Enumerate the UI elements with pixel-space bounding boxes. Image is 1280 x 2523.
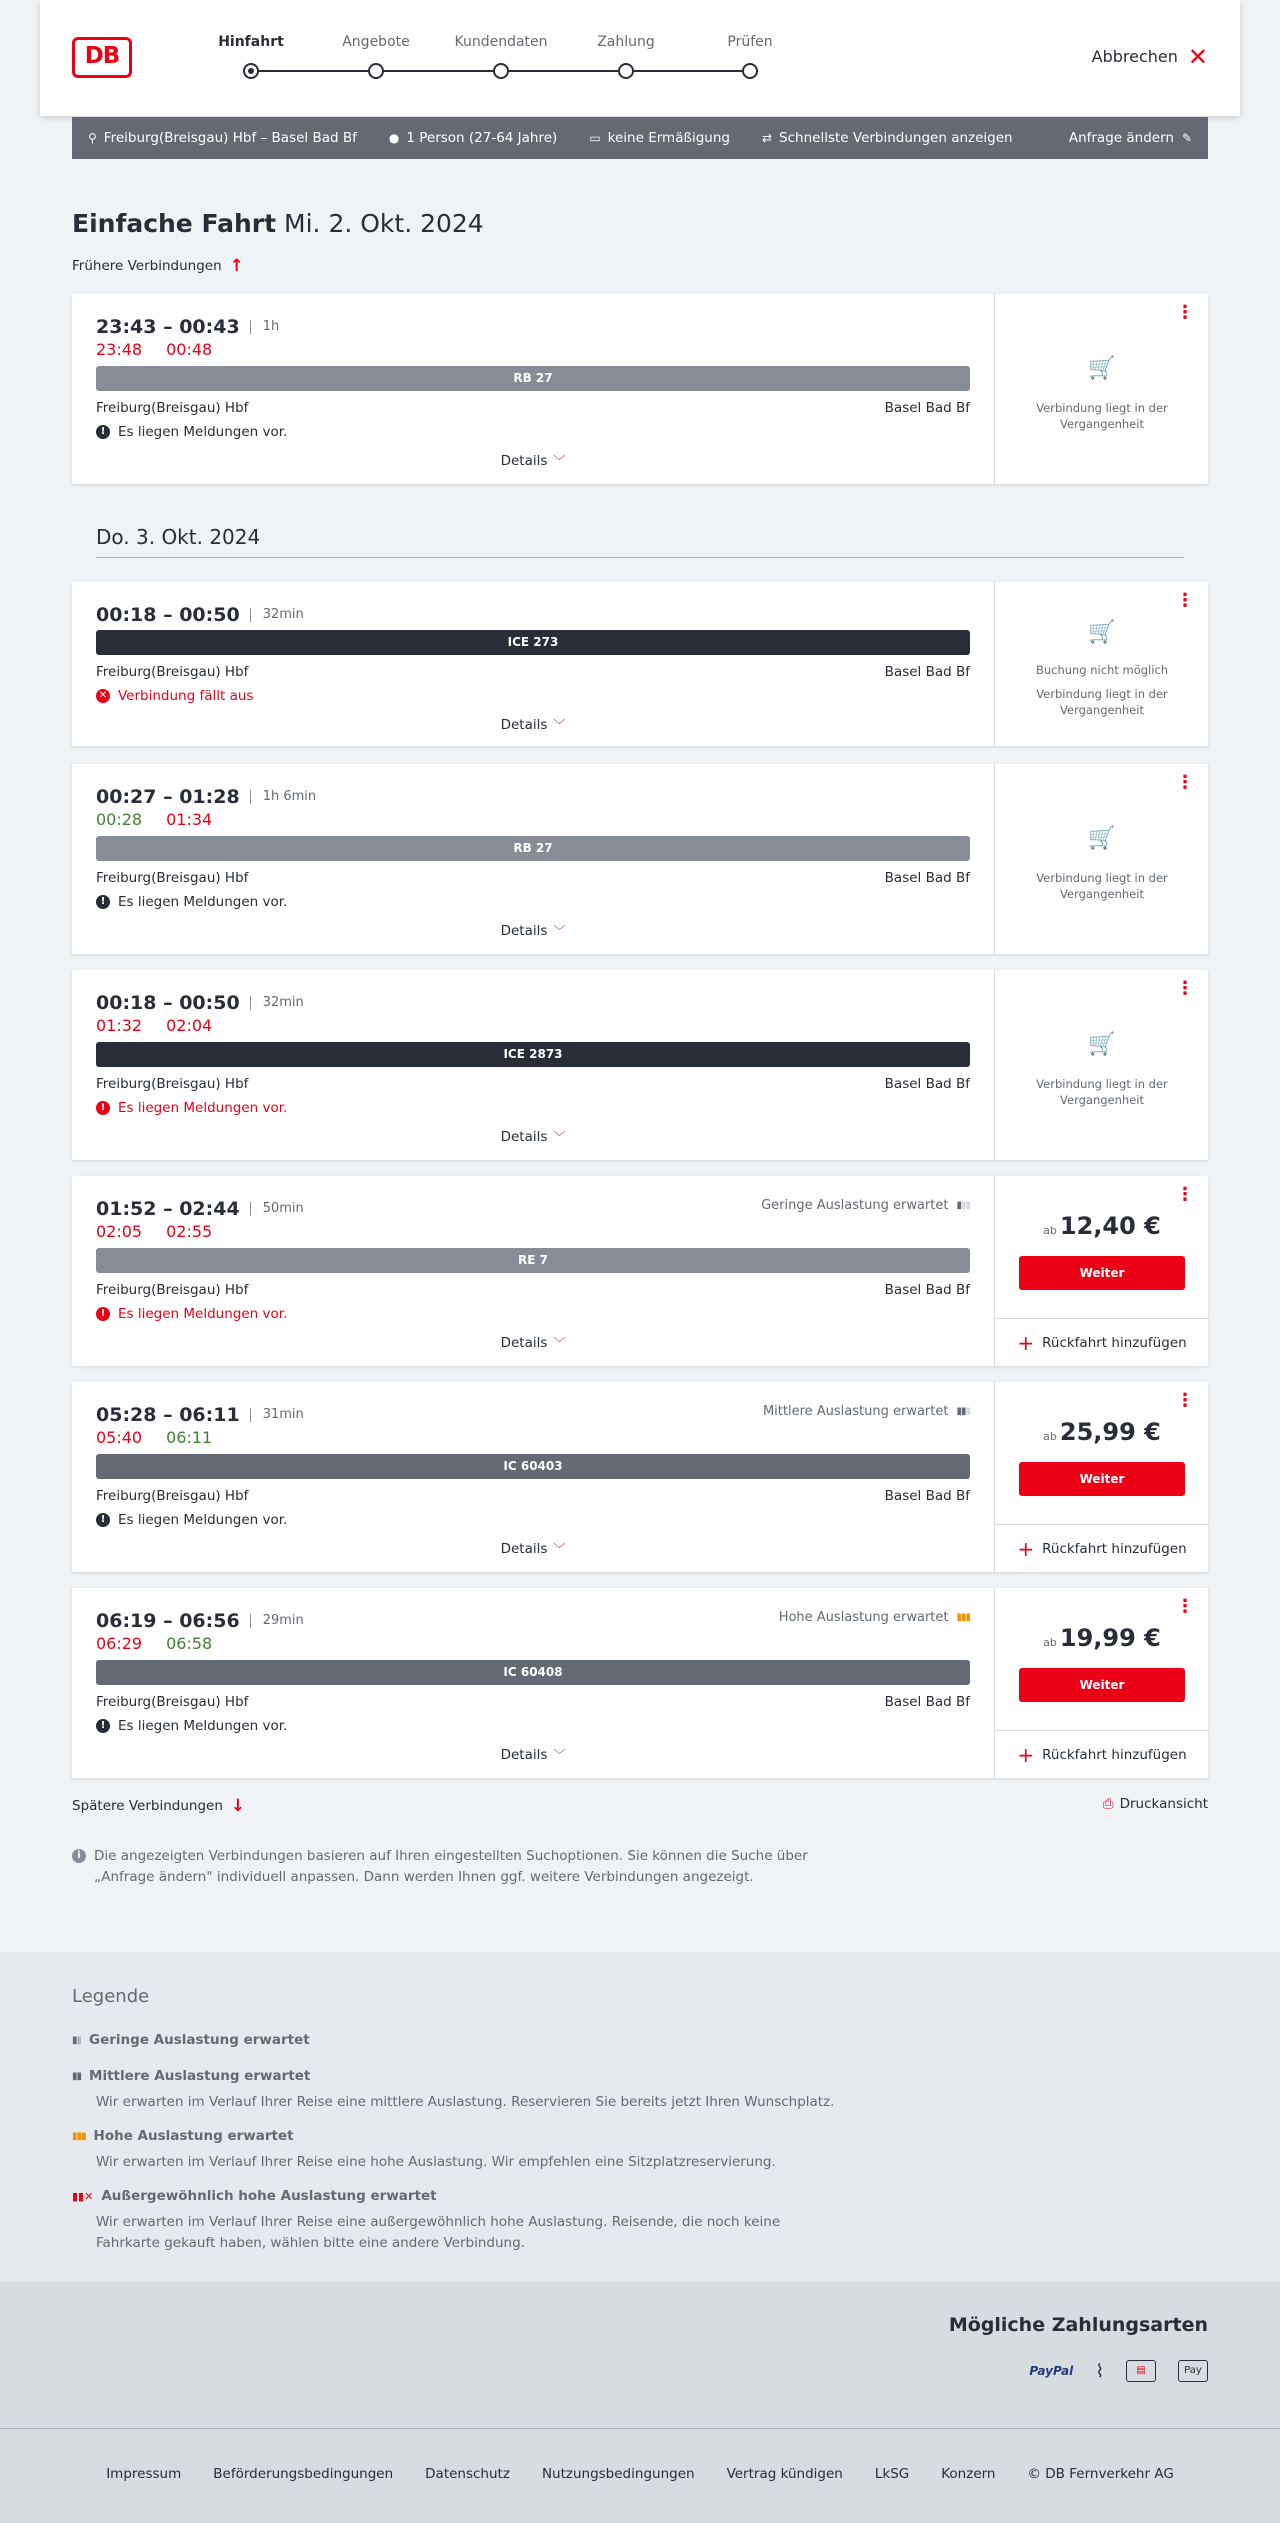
- destination-station: Basel Bad Bf: [884, 664, 970, 680]
- connection-booking: [994, 764, 1208, 954]
- legend-item: [72, 2032, 872, 2048]
- legend-item: [72, 2128, 872, 2173]
- notice-text: Es liegen Meldungen vor.: [118, 894, 288, 910]
- person-icon: ●: [388, 131, 400, 145]
- stations: [96, 664, 970, 680]
- stations: [96, 1076, 970, 1092]
- stations: [96, 1282, 970, 1298]
- add-return-label: Rückfahrt hinzufügen: [1042, 1746, 1187, 1763]
- notice: [96, 1718, 287, 1734]
- bahncard-icon: ▭: [589, 131, 601, 145]
- realtime-departure: 06:29: [96, 1634, 143, 1653]
- arrow-up-icon: ↑: [229, 256, 244, 276]
- location-pin-icon: ⚲: [88, 131, 97, 145]
- price-prefix: ab: [1043, 1224, 1057, 1237]
- cancel-circle-icon: ✕: [96, 689, 110, 703]
- header: [40, 0, 1240, 116]
- occupancy-text: Hohe Auslastung erwartet: [778, 1610, 949, 1625]
- add-return-label: Rückfahrt hinzufügen: [1042, 1334, 1187, 1351]
- price: [995, 1212, 1209, 1240]
- train-bar: IC 60403: [96, 1454, 970, 1479]
- connection-info[interactable]: [72, 1176, 994, 1366]
- realtime-times: [96, 1428, 212, 1447]
- past-note: Verbindung liegt in der Vergangenheit: [1036, 1077, 1168, 1107]
- price-prefix: ab: [1043, 1636, 1057, 1649]
- legend-title: Legende: [72, 1986, 150, 2007]
- print-view-link[interactable]: [1103, 1796, 1208, 1812]
- connection-booking: [994, 970, 1208, 1160]
- info-icon: i: [72, 1849, 86, 1863]
- notice-text: Es liegen Meldungen vor.: [118, 1512, 288, 1528]
- footer-link-datenschutz[interactable]: Datenschutz: [425, 2466, 510, 2482]
- exclamation-icon: !: [96, 1719, 110, 1733]
- notice-text: Es liegen Meldungen vor.: [118, 1306, 288, 1322]
- occupancy-indicator: [761, 1198, 970, 1213]
- connection-info[interactable]: [72, 582, 994, 746]
- footer-link-befoerderungsbedingungen[interactable]: Beförderungsbedingungen: [213, 2466, 394, 2482]
- legend-item-description: Wir erwarten im Verlauf Ihrer Reise eine hohe Auslastung. Wir empfehlen eine Sitzplatzreservierung.: [96, 2154, 776, 2170]
- chevron-down-icon: ﹀: [553, 1336, 566, 1350]
- legend-item-description: Wir erwarten im Verlauf Ihrer Reise eine mittlere Auslastung. Reservieren Sie bereits jetzt Ihren Wunschplatz.: [96, 2094, 835, 2110]
- occupancy-indicator: [763, 1404, 970, 1419]
- step-zahlung: Zahlung: [597, 34, 655, 50]
- price-prefix: ab: [1043, 1430, 1057, 1443]
- plus-icon: +: [1017, 1536, 1035, 1561]
- info-note: [72, 1846, 842, 1888]
- footer-link-konzern[interactable]: Konzern: [941, 2466, 996, 2482]
- payment-title: Mögliche Zahlungsarten: [948, 2314, 1208, 2336]
- realtime-arrival: 02:04: [166, 1016, 213, 1035]
- destination-station: Basel Bad Bf: [884, 1282, 970, 1298]
- connection-card: [72, 1382, 1208, 1572]
- details-label: Details: [500, 1129, 548, 1145]
- destination-station: Basel Bad Bf: [884, 400, 970, 416]
- occupancy-low-icon: ▮▮: [72, 2034, 82, 2046]
- apple-pay-icon: [1178, 2360, 1208, 2382]
- chevron-down-icon: ﹀: [553, 718, 566, 732]
- duration: 29min: [250, 1614, 304, 1628]
- origin-station: Freiburg(Breisgau) Hbf: [96, 1488, 249, 1504]
- past-note: Verbindung liegt in der Vergangenheit: [1036, 401, 1168, 431]
- duration: 31min: [250, 1408, 304, 1422]
- destination-station: Basel Bad Bf: [884, 1076, 970, 1092]
- footer: [0, 2428, 1280, 2523]
- cancel-label: Abbrechen: [1091, 47, 1178, 66]
- planned-times: [96, 786, 316, 808]
- notice: [96, 894, 287, 910]
- time-range: 05:28 – 06:11: [96, 1404, 240, 1426]
- connection-info[interactable]: [72, 1588, 994, 1778]
- duration: 1h 6min: [250, 790, 316, 804]
- stations: [96, 1488, 970, 1504]
- persons-summary: [389, 130, 557, 146]
- planned-times: [96, 604, 304, 626]
- connection-card: [72, 582, 1208, 746]
- db-logo[interactable]: DB: [72, 37, 132, 78]
- realtime-arrival: 06:58: [166, 1634, 213, 1653]
- footer-link-vertrag-kuendigen[interactable]: Vertrag kündigen: [726, 2466, 843, 2482]
- notice-text: Es liegen Meldungen vor.: [118, 1718, 288, 1734]
- connection-card: [72, 1176, 1208, 1366]
- details-label: Details: [500, 1747, 548, 1763]
- occupancy-indicator: [779, 1610, 970, 1625]
- details-toggle[interactable]: [72, 1746, 994, 1763]
- add-return-button[interactable]: [995, 1730, 1209, 1778]
- duration: 50min: [250, 1202, 304, 1216]
- past-note: Verbindung liegt in der Vergangenheit: [1036, 687, 1168, 717]
- realtime-arrival: 02:55: [166, 1222, 213, 1241]
- connection-booking: [994, 294, 1208, 484]
- connection-info[interactable]: [72, 970, 994, 1160]
- footer-links: [0, 2466, 1280, 2482]
- time-range: 00:18 – 00:50: [96, 604, 240, 626]
- connection-booking: [994, 1382, 1208, 1572]
- paypal-icon: PayPal: [1029, 2364, 1074, 2378]
- search-summary-bar: [72, 117, 1208, 159]
- realtime-departure: 23:48: [96, 340, 143, 359]
- notice-text: Es liegen Meldungen vor.: [118, 424, 288, 440]
- realtime-departure: 00:28: [96, 810, 143, 829]
- cart-disabled-icon: 🛒: [1088, 620, 1116, 645]
- details-label: Details: [500, 923, 548, 939]
- printer-icon: ⎙: [1102, 1796, 1114, 1812]
- exclamation-icon: !: [96, 1513, 110, 1527]
- chevron-down-icon: ﹀: [553, 1748, 566, 1762]
- destination-station: Basel Bad Bf: [884, 870, 970, 886]
- apple-pay-label: Pay: [1184, 2365, 1202, 2376]
- planned-times: [96, 992, 304, 1014]
- time-range: 06:19 – 06:56: [96, 1610, 240, 1632]
- occupancy-medium-icon: ▮▮: [72, 2070, 82, 2082]
- planned-times: [96, 1198, 304, 1220]
- details-toggle[interactable]: [72, 1334, 994, 1351]
- time-range: 01:52 – 02:44: [96, 1198, 240, 1220]
- more-options-icon[interactable]: ⋮: [1176, 1596, 1194, 1617]
- add-return-label: Rückfahrt hinzufügen: [1042, 1540, 1187, 1557]
- discount-text: keine Ermäßigung: [607, 130, 730, 146]
- details-toggle[interactable]: [72, 1128, 994, 1145]
- connection-booking: [994, 1176, 1208, 1366]
- chevron-down-icon: ﹀: [553, 1130, 566, 1144]
- planned-times: [96, 316, 279, 338]
- cart-disabled-icon: 🛒: [1088, 356, 1116, 381]
- train-bar: RB 27: [96, 366, 970, 391]
- notice: [96, 1512, 287, 1528]
- cancellation-notice: [96, 688, 253, 704]
- stations: [96, 870, 970, 886]
- exclamation-icon: !: [96, 1307, 110, 1321]
- price-value: 12,40 €: [1059, 1212, 1161, 1240]
- price: [995, 1418, 1209, 1446]
- details-label: Details: [500, 1335, 548, 1351]
- more-options-icon[interactable]: ⋮: [1176, 772, 1194, 793]
- contactless-card-icon: ⌇: [1095, 2360, 1104, 2382]
- stations: [96, 400, 970, 416]
- realtime-times: [96, 810, 212, 829]
- occupancy-medium-icon: ▮▮▮: [956, 1406, 970, 1417]
- realtime-times: [96, 340, 212, 359]
- fastest-summary: [762, 130, 1013, 146]
- origin-station: Freiburg(Breisgau) Hbf: [96, 1694, 249, 1710]
- chevron-down-icon: ﹀: [553, 454, 566, 468]
- payment-icons: [1029, 2360, 1208, 2382]
- edit-request-label: Anfrage ändern: [1068, 130, 1174, 146]
- realtime-departure: 05:40: [96, 1428, 143, 1447]
- details-toggle[interactable]: [72, 716, 994, 733]
- planned-times: [96, 1404, 304, 1426]
- realtime-departure: 01:32: [96, 1016, 143, 1035]
- footer-link-lksg[interactable]: LkSG: [874, 2466, 910, 2482]
- legend-item: [72, 2188, 872, 2254]
- notice-text: Es liegen Meldungen vor.: [118, 1100, 288, 1116]
- price: [995, 1624, 1209, 1652]
- price-value: 25,99 €: [1059, 1418, 1161, 1446]
- cart-disabled-icon: 🛒: [1088, 826, 1116, 851]
- connection-booking: [994, 582, 1208, 746]
- realtime-times: [96, 1016, 212, 1035]
- notice: [96, 424, 287, 440]
- more-options-icon[interactable]: ⋮: [1176, 1184, 1194, 1205]
- occupancy-high-icon: ▮▮▮: [72, 2130, 86, 2142]
- legend-item-title: Mittlere Auslastung erwartet: [89, 2068, 311, 2084]
- origin-station: Freiburg(Breisgau) Hbf: [96, 870, 249, 886]
- step-dot-angebote: [368, 63, 384, 79]
- earlier-connections-link[interactable]: [72, 256, 244, 276]
- travel-date: Mi. 2. Okt. 2024: [284, 209, 484, 238]
- details-toggle[interactable]: [72, 922, 994, 939]
- step-dot-kundendaten: [493, 63, 509, 79]
- weiter-button[interactable]: Weiter: [1019, 1256, 1185, 1290]
- step-kundendaten: Kundendaten: [454, 34, 548, 50]
- add-return-button[interactable]: [995, 1318, 1209, 1366]
- route-summary: [88, 130, 357, 146]
- exclamation-icon: !: [96, 425, 110, 439]
- origin-station: Freiburg(Breisgau) Hbf: [96, 1282, 249, 1298]
- details-label: Details: [500, 453, 548, 469]
- progress-steps: [170, 34, 773, 84]
- more-options-icon[interactable]: ⋮: [1176, 1390, 1194, 1411]
- invoice-icon: ▤: [1126, 2360, 1156, 2382]
- more-options-icon[interactable]: ⋮: [1176, 302, 1194, 323]
- connection-card: [72, 294, 1208, 484]
- later-label: Spätere Verbindungen: [72, 1798, 223, 1814]
- duration: 32min: [250, 996, 304, 1010]
- cart-disabled-icon: 🛒: [1088, 1032, 1116, 1057]
- footer-copyright: © DB Fernverkehr AG: [1027, 2466, 1174, 2482]
- notice: [96, 1306, 287, 1322]
- day-heading: Do. 3. Okt. 2024: [96, 525, 1184, 558]
- route-text: Freiburg(Breisgau) Hbf – Basel Bad Bf: [103, 130, 357, 146]
- step-dot-zahlung: [618, 63, 634, 79]
- connection-card: [72, 764, 1208, 954]
- legend-item-title: Außergewöhnlich hohe Auslastung erwartet: [101, 2188, 437, 2204]
- legend-item-description: Wir erwarten im Verlauf Ihrer Reise eine außergewöhnlich hohe Auslastung. Reisende, die noch keine Fahrkarte gekauft haben, wählen bitte eine andere Verbindung.: [96, 2214, 781, 2251]
- close-icon: ✕: [1187, 42, 1208, 71]
- footer-link-impressum[interactable]: Impressum: [106, 2466, 182, 2482]
- fastest-text: Schnellste Verbindungen anzeigen: [779, 130, 1013, 146]
- step-dot-pruefen: [742, 63, 758, 79]
- legend: [0, 1952, 1280, 2282]
- past-note: Verbindung liegt in der Vergangenheit: [1036, 871, 1168, 901]
- time-range: 23:43 – 00:43: [96, 316, 240, 338]
- cancel-button[interactable]: [1091, 42, 1208, 71]
- duration: 32min: [250, 608, 304, 622]
- details-label: Details: [500, 717, 548, 733]
- price-value: 19,99 €: [1059, 1624, 1161, 1652]
- connection-info[interactable]: [72, 294, 994, 484]
- origin-station: Freiburg(Breisgau) Hbf: [96, 664, 249, 680]
- swap-arrows-icon: ⇄: [761, 131, 773, 145]
- train-bar: ICE 2873: [96, 1042, 970, 1067]
- origin-station: Freiburg(Breisgau) Hbf: [96, 400, 249, 416]
- destination-station: Basel Bad Bf: [884, 1488, 970, 1504]
- persons-text: 1 Person (27-64 Jahre): [406, 130, 558, 146]
- connection-info[interactable]: [72, 1382, 994, 1572]
- legend-item-title: Hohe Auslastung erwartet: [93, 2128, 294, 2144]
- train-bar: RB 27: [96, 836, 970, 861]
- page-title: [72, 209, 484, 238]
- realtime-arrival: 00:48: [166, 340, 213, 359]
- details-toggle[interactable]: [72, 452, 994, 469]
- occupancy-text: Geringe Auslastung erwartet: [761, 1198, 949, 1213]
- realtime-departure: 02:05: [96, 1222, 143, 1241]
- arrow-down-icon: ↓: [230, 1796, 246, 1816]
- connection-info[interactable]: [72, 764, 994, 954]
- occupancy-high-icon: ▮▮▮: [956, 1612, 970, 1623]
- footer-link-nutzungsbedingungen[interactable]: Nutzungsbedingungen: [541, 2466, 695, 2482]
- payment-methods: [0, 2282, 1280, 2428]
- occupancy-low-icon: ▮▮▮: [956, 1200, 970, 1211]
- occupancy-very-high-icon: ▮▮✕: [72, 2189, 94, 2203]
- earlier-label: Frühere Verbindungen: [72, 258, 222, 274]
- train-bar: IC 60408: [96, 1660, 970, 1685]
- chevron-down-icon: ﹀: [553, 924, 566, 938]
- edit-request-button[interactable]: [1069, 130, 1192, 146]
- step-pruefen: Prüfen: [727, 34, 773, 50]
- notice: [96, 1100, 287, 1116]
- connection-card: [72, 1588, 1208, 1778]
- plus-icon: +: [1017, 1330, 1035, 1355]
- step-dot-hinfahrt: [243, 63, 259, 79]
- planned-times: [96, 1610, 304, 1632]
- pencil-icon: ✎: [1181, 131, 1192, 145]
- trip-type: Einfache Fahrt: [72, 209, 277, 238]
- time-range: 00:27 – 01:28: [96, 786, 240, 808]
- realtime-arrival: 01:34: [166, 810, 213, 829]
- not-possible-note: Buchung nicht möglich: [1035, 663, 1169, 677]
- weiter-button[interactable]: Weiter: [1019, 1462, 1185, 1496]
- more-options-icon[interactable]: ⋮: [1176, 978, 1194, 999]
- realtime-times: [96, 1222, 212, 1241]
- more-options-icon[interactable]: ⋮: [1176, 590, 1194, 611]
- legend-item: [72, 2068, 872, 2113]
- discount-summary: [589, 130, 730, 146]
- step-angebote: Angebote: [342, 34, 410, 50]
- step-hinfahrt: Hinfahrt: [218, 34, 284, 50]
- realtime-times: [96, 1634, 212, 1653]
- connection-booking: [994, 1588, 1208, 1778]
- train-bar: RE 7: [96, 1248, 970, 1273]
- print-label: Druckansicht: [1119, 1796, 1208, 1812]
- add-return-button[interactable]: [995, 1524, 1209, 1572]
- time-range: 00:18 – 00:50: [96, 992, 240, 1014]
- stations: [96, 1694, 970, 1710]
- details-toggle[interactable]: [72, 1540, 994, 1557]
- exclamation-icon: !: [96, 895, 110, 909]
- notice-text: Verbindung fällt aus: [118, 688, 254, 704]
- occupancy-text: Mittlere Auslastung erwartet: [762, 1404, 949, 1419]
- legend-item-title: Geringe Auslastung erwartet: [89, 2032, 310, 2048]
- later-connections-link[interactable]: [72, 1796, 245, 1816]
- info-text: Die angezeigten Verbindungen basieren auf Ihren eingestellten Suchoptionen. Sie können die Suche über „Anfrage ändern" individuell anpassen. Dann werden Ihnen ggf. weitere Verbindungen angezeigt.: [94, 1848, 808, 1885]
- chevron-down-icon: ﹀: [553, 1542, 566, 1556]
- origin-station: Freiburg(Breisgau) Hbf: [96, 1076, 249, 1092]
- details-label: Details: [500, 1541, 548, 1557]
- plus-icon: +: [1017, 1742, 1035, 1767]
- exclamation-icon: !: [96, 1101, 110, 1115]
- connection-card: [72, 970, 1208, 1160]
- weiter-button[interactable]: Weiter: [1019, 1668, 1185, 1702]
- realtime-arrival: 06:11: [166, 1428, 213, 1447]
- duration: 1h: [250, 320, 280, 334]
- destination-station: Basel Bad Bf: [884, 1694, 970, 1710]
- train-bar: ICE 273: [96, 630, 970, 655]
